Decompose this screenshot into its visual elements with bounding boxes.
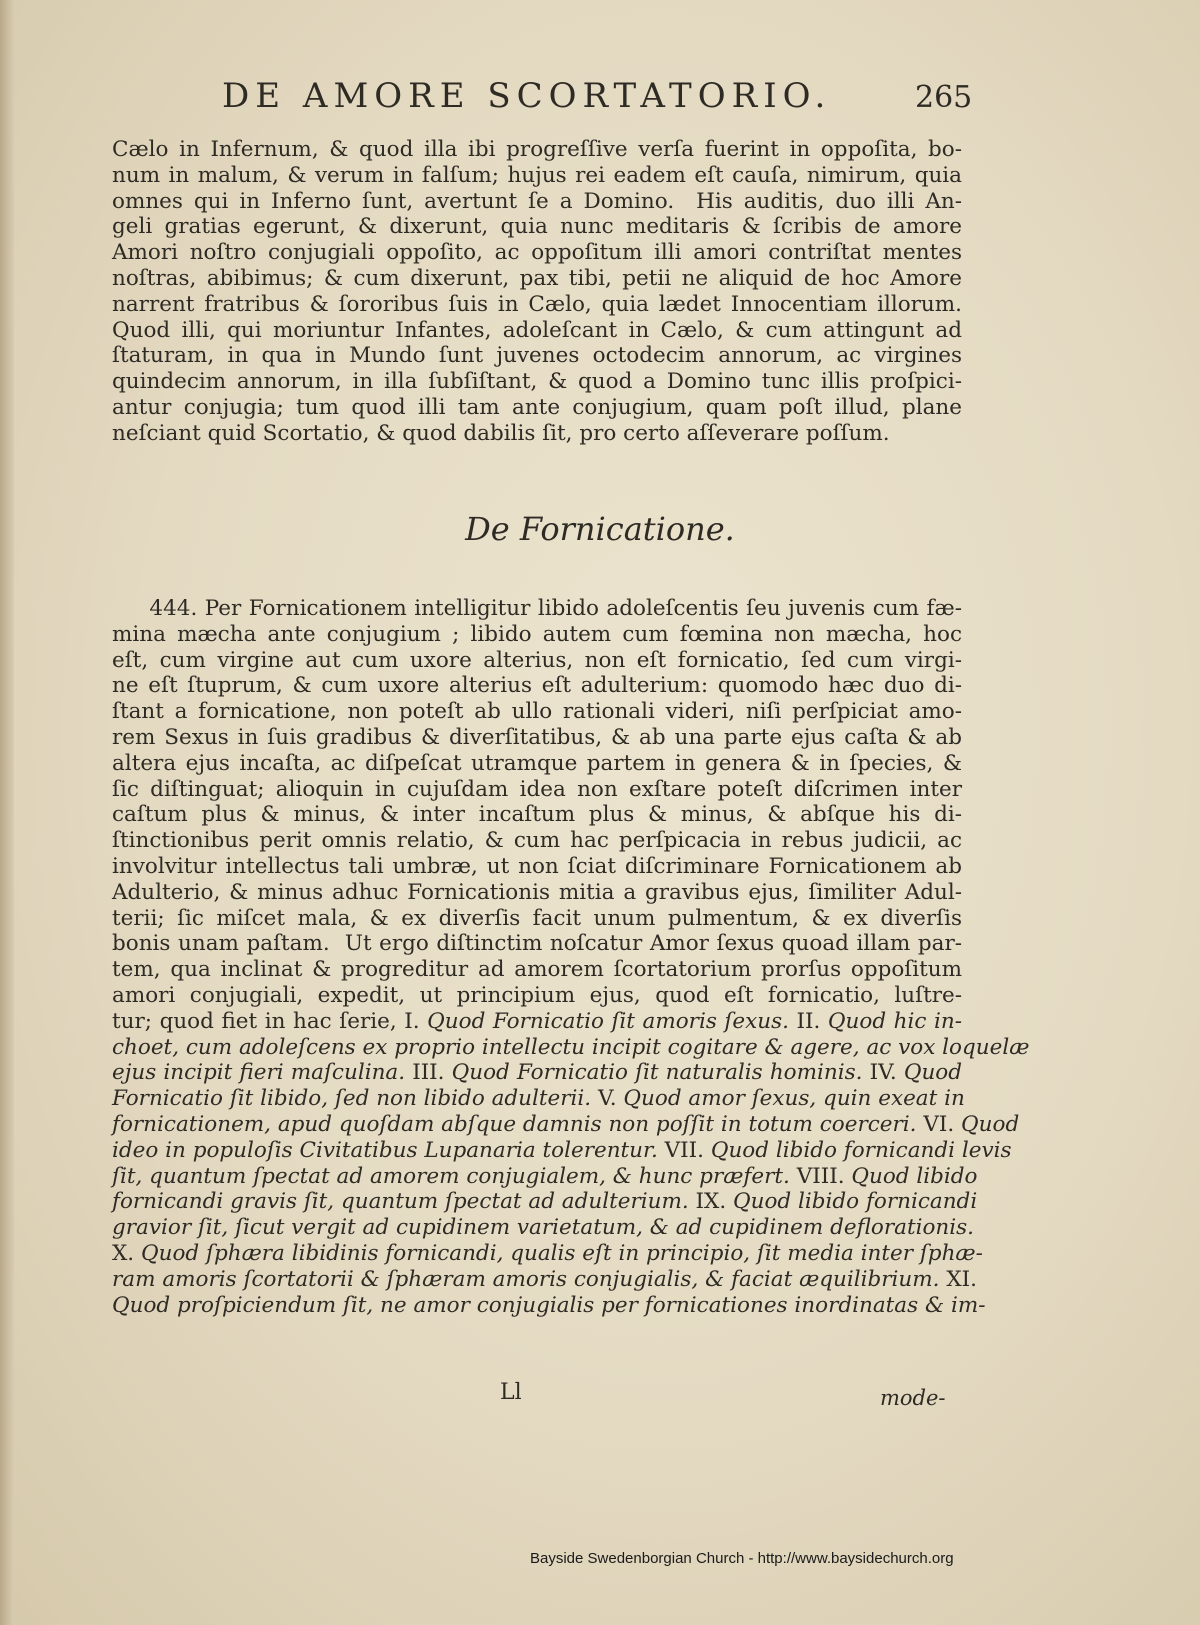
section-heading: De Fornicatione. [465,510,735,548]
text-segment: 444. Per Fornicationem intelligitur libido adoleſcentis ſeu juvenis cum fæ- [112,596,962,621]
text-line: Cælo in Infernum, & quod illa ibi progreſſive verſa fuerint in oppoſita, bo- [112,137,962,162]
text-line [112,1034,1030,1061]
italic-segment: gravior ſit, ſicut vergit ad cupidinem varietatum, & ad cupidinem deflorationis. [112,1215,975,1241]
catchword: mode- [880,1386,946,1410]
text-line [112,1189,978,1215]
text-segment: IX. [688,1189,733,1215]
text-line [112,1137,1012,1164]
text-line [112,1240,983,1267]
paragraph-444 [112,596,1030,1318]
text-segment: ſtant a fornicatione, non poteſt ab ullo rationali videri, niſi perſpiciat amo- [112,699,962,725]
text-segment: ne eſt ſtuprum, & cum uxore alterius eſt adulterium: quomodo hæc duo di- [112,673,962,699]
text-line: neſciant quid Scortatio, & quod dabilis ſit, pro certo aſſeverare poſſum. [112,420,890,446]
text-segment: tur; quod fiet in hac ſerie, I. [112,1008,428,1034]
text-segment: XI. [939,1266,984,1292]
text-line [112,622,962,648]
italic-segment: Quod ſphæra libidinis fornicandi, qualis eſt in principio, ſit media inter ſphæ- [140,1240,983,1266]
text-line: ſtaturam, in qua in Mundo ſunt juvenes octodecim annorum, ac virgines [112,343,962,369]
italic-segment: Quod libido [851,1163,978,1189]
italic-segment: ideo in populoſis Civitatibus Lupanaria tolerentur. [112,1137,658,1163]
italic-segment: Quod proſpiciendum ſit, ne amor conjugialis per fornicationes inordinatas & im- [112,1292,986,1318]
italic-segment: Quod [903,1060,962,1086]
text-segment: tem, qua inclinat & progreditur ad amorem ſcortatorium prorſus oppoſitum [112,957,962,983]
text-line [112,777,962,803]
italic-segment: Fornicatio ſit libido, ſed non libido adulterii. [112,1086,592,1112]
text-segment: involvitur intellectus tali umbræ, ut non ſciat diſcriminare Fornicationem ab [112,853,962,879]
text-line [112,802,962,828]
page-gutter [0,0,14,1625]
text-segment: ſtinctionibus perit omnis relatio, & cum hac perſpicacia in rebus judicii, ac [112,828,962,854]
signature-mark: Ll [500,1380,522,1405]
text-line: Amori noſtro conjugiali oppoſito, ac oppoſitum illi amori contriſtat mentes [112,240,962,266]
italic-segment: ſit, quantum ſpectat ad amorem conjugialem, & hunc præfert. [112,1163,790,1189]
text-line [112,1111,1020,1138]
italic-segment: Quod Fornicatio ſit amoris ſexus. [427,1008,789,1034]
text-line [112,1266,984,1293]
text-line [112,906,962,932]
text-segment: amori conjugiali, expedit, ut principium ejus, quod eſt fornicatio, luſtre- [112,982,962,1008]
text-segment: bonis unam paſtam. Ut ergo diſtinctim noſcatur Amor ſexus quoad illam par- [112,931,962,957]
text-segment: Adulterio, & minus adhuc Fornicationis mitia a gravibus ejus, ſimiliter Adul- [112,879,962,905]
italic-segment: Quod amor ſexus, quin exeat in [623,1086,965,1112]
text-line [112,828,962,854]
italic-segment: Quod libido fornicandi levis [710,1137,1012,1163]
text-segment: VIII. [789,1163,852,1189]
text-segment: VI. [916,1111,962,1137]
text-segment: III. [405,1060,452,1086]
footer-credit: Bayside Swedenborgian Church - http://www.baysidechurch.org [530,1550,954,1567]
text-line [112,648,962,674]
text-line [112,983,962,1009]
text-segment: V. [591,1086,624,1112]
text-segment: IV. [862,1060,904,1086]
italic-segment: Quod Fornicatio ſit naturalis hominis. [451,1060,863,1086]
italic-segment: fornicandi gravis ſit, quantum ſpectat ad adulterium. [112,1189,689,1215]
text-line [112,854,962,880]
running-head-title: DE AMORE SCORTATORIO. [222,76,832,116]
text-line [112,1009,962,1035]
text-line: quindecim annorum, in illa ſubſiſtant, & quod a Domino tunc illis proſpici- [112,369,962,395]
text-line: narrent fratribus & ſororibus ſuis in Cælo, quia lædet Innocentiam illorum. [112,291,962,317]
italic-segment: choet, cum adoleſcens ex proprio intellectu incipit cogitare & agere, ac vox loquelæ [112,1034,1030,1060]
text-segment: II. [788,1008,828,1034]
italic-segment: Quod libido fornicandi [733,1189,978,1215]
text-line [112,751,962,777]
text-line [112,1163,978,1190]
text-line [112,931,962,957]
text-segment: terii; ſic miſcet mala, & ex diverſis facit unum pulmentum, & ex diverſis [112,905,962,931]
text-line [112,699,962,725]
italic-segment: fornicationem, apud quoſdam abſque damnis non poſſit in totum coerceri. [112,1111,917,1137]
text-segment: altera ejus incaſta, ac diſpeſcat utramque partem in genera & in ſpecies, & [112,750,962,776]
text-line: geli gratias egerunt, & dixerunt, quia nunc meditaris & ſcribis de amore [112,214,962,240]
italic-segment: ejus incipit fieri maſculina. [112,1060,406,1086]
text-line [112,1292,986,1319]
text-segment: ſic diſtinguat; alioquin in cujuſdam idea non exſtare poteſt diſcrimen inter [112,776,962,802]
continuation-paragraph [112,137,962,447]
text-line [112,957,962,983]
italic-segment: Quod [961,1111,1020,1137]
italic-segment: ram amoris ſcortatorii & ſphæram amoris conjugialis, & faciat æquilibrium. [112,1266,940,1292]
text-line [112,1060,962,1086]
text-line [112,880,962,906]
text-segment: VII. [657,1137,711,1163]
text-line: omnes qui in Inferno ſunt, avertunt ſe a Domino. His auditis, duo illi An- [112,188,962,214]
text-segment: caſtum plus & minus, & inter incaſtum plus & minus, & abſque his di- [112,802,962,828]
italic-segment: Quod hic in- [827,1008,962,1034]
text-line [112,1215,975,1241]
text-segment: mina mæcha ante conjugium ; libido autem cum fœmina non mæcha, hoc [112,621,962,647]
text-segment: X. [112,1240,141,1266]
text-segment: rem Sexus in ſuis gradibus & diverſitatibus, & ab una parte ejus caſta & ab [112,724,962,750]
text-line [112,1086,965,1112]
text-line: noſtras, abibimus; & cum dixerunt, pax tibi, petii ne aliquid de hoc Amore [112,265,962,291]
text-line: num in malum, & verum in falſum; hujus rei eadem eſt cauſa, nimirum, quia [112,162,962,188]
text-line [112,673,962,699]
text-segment: eſt, cum virgine aut cum uxore alterius, non eſt fornicatio, ſed cum virgi- [112,647,962,673]
text-line: antur conjugia; tum quod illi tam ante conjugium, quam poſt illud, plane [112,394,962,420]
page-number: 265 [915,80,973,115]
text-line: Quod illi, qui moriuntur Infantes, adoleſcant in Cælo, & cum attingunt ad [112,317,962,343]
text-line [112,725,962,751]
text-line [112,596,962,622]
